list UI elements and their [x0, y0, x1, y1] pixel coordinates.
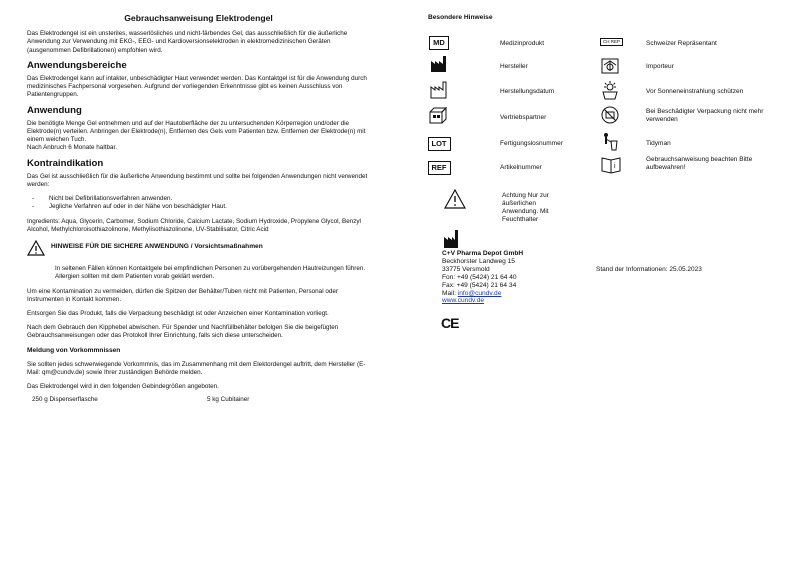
caution-icon — [444, 189, 466, 212]
list-item: - Jegliche Verfahren auf oder in der Nähe von beschädigter Haut. — [27, 203, 370, 211]
web-link[interactable]: www.cundv.de — [442, 297, 485, 305]
label-hersteller: Hersteller — [500, 63, 528, 70]
company-mail: Mail: info@cundv.de — [442, 289, 502, 297]
label-repraesentant: Schweizer Repräsentant — [646, 40, 717, 47]
distributor-icon — [428, 104, 450, 129]
label-gebrauch: Gebrauchsanweisung beachten Bitte aufbewahren! — [646, 156, 753, 171]
company-name: C+V Pharma Depot GmbH — [442, 250, 524, 257]
hinweis-1: In seltenen Fällen können Kontaktgele bei empfindlichen Personen zu vorübergehenden Hautreizungen führen. Allergien sollten mit dem Patienten vorab geklärt werden. — [55, 265, 366, 281]
company-city: 33775 Versmold — [442, 265, 490, 273]
manufacture-date-icon — [428, 80, 448, 103]
size-dispenser: 250 g Dispenserflasche — [32, 395, 98, 403]
label-sonne: Vor Sonneneinstrahlung schützen — [646, 88, 744, 95]
company-fax: Fax: +49 (5424) 21 64 34 — [442, 281, 517, 289]
size-list — [27, 396, 370, 404]
intro-text: Das Elektrodengel ist ein unsteriles, wasserlösliches und nicht-färbendes Gel, das ausschließlich für die äußerliche Anwendung zur Verwendung mit EKG-, EEG- und Kardioversionselektroden in elektromedizinischen Geräten (ausgenommen Defibrillationen) empfohlen wird. — [27, 30, 348, 54]
label-medizinprodukt: Medizinprodukt — [500, 40, 545, 47]
label-herstellungsdatum: Herstellungsdatum — [500, 88, 555, 95]
heading-anwendung: Anwendung — [27, 104, 82, 116]
ch-rep-icon: CH REP — [600, 38, 623, 46]
sun-protection-icon — [600, 80, 620, 103]
warning-block — [27, 240, 370, 259]
heading-anwendungsbereiche: Anwendungsbereiche — [27, 59, 127, 71]
company-street: Beckhorster Landweg 15 — [442, 257, 515, 265]
manufacturer-icon — [428, 54, 448, 77]
instructions-icon — [600, 154, 622, 177]
heading-kontraindikation: Kontraindikation — [27, 157, 104, 169]
label-achtung: Achtung Nur zur äußerlichen Anwendung. Mit Feuchthalter — [502, 192, 549, 223]
md-icon: MD — [428, 33, 450, 53]
anwendung-text: Die benötigte Menge Gel entnehmen und auf der Hautoberfläche der zu untersuchenden Körperregion und/oder die Elektrode(n) verteilen. Anbringen der Elektrode(n), Entfernen des Gels vom Patienten bzw. Entfernen der Elektrode(n) mit einem weichen Tuch. — [27, 119, 366, 144]
size-cubitainer: 5 kg Cubitainer — [207, 395, 250, 403]
kontra-text: Das Gel ist ausschließlich für die äußerliche Anwendung bestimmt und sollte bei folgenden Anwendungen nicht verwendet werden: — [27, 172, 368, 189]
warning-heading: HINWEISE FÜR DIE SICHERE ANWENDUNG / Vorsichtsmaßnahmen — [51, 243, 263, 251]
label-vertriebspartner: Vertriebspartner — [500, 114, 547, 121]
bereiche-text: Das Elektrodengel kann auf intakter, unbeschädigter Haut verwendet werden. Das Kontaktgel ist für die Anwendung durch medizinisches Fachpersonal vorgesehen. Aufgrund der vorliegenden Erkenntnisse gibt es keinen Ausschluss von Patientengruppen. — [27, 75, 367, 99]
ingredients-text: Ingredients: Aqua, Glycerin, Carbomer, Sodium Chloride, Calcium Lactate, Sodium Hydroxide, Propylene Glycol, Benzyl Alcohol, Methylchloroisothiazolinone, Methylisothiazolinone, UV-Stabilisator, Citric Acid — [27, 217, 361, 233]
warning-triangle-icon — [27, 240, 47, 259]
hinweis-3: Entsorgen Sie das Produkt, falls die Verpackung beschädigt ist oder Anzeichen einer Kontamination vorliegt. — [27, 310, 329, 318]
label-los: Fertigungslosnummer — [500, 140, 563, 147]
info-date: Stand der Informationen: 25.05.2023 — [596, 266, 702, 273]
lot-icon: LOT — [428, 134, 450, 154]
address-block — [442, 250, 523, 305]
label-artikel: Artikelnummer — [500, 164, 542, 171]
damaged-package-icon — [600, 105, 620, 128]
hinweis-4: Nach dem Gebrauch den Kipphebel abwischen. Für Spender und Nachfüllbehälter befolgen Sie die beigefügten Gebrauchsanweisungen oder das Protokoll Ihrer Einrichtung, falls sich diese unterscheiden. — [27, 324, 339, 340]
kontra-list — [27, 195, 370, 211]
label-verpackung: Bei Beschädigter Verpackung nicht mehr verwenden — [646, 108, 764, 123]
gebinde-text: Das Elektrodengel wird in den folgenden Gebindegrößen angeboten. — [27, 383, 219, 391]
svg-text:i: i — [614, 163, 616, 170]
document-title: Gebrauchsanweisung Elektrodengel — [124, 13, 273, 23]
left-column — [27, 14, 370, 404]
meldung-text: Sie sollten jedes schwerwiegende Vorkommnis, das im Zusammenhang mit dem Elektordengel auftritt, dem Hersteller (E-Mail: qm@cundv.de) sowie Ihrer zuständigen Behörde melden. — [27, 360, 366, 377]
hinweis-2: Um eine Kontamination zu vermeiden, dürfen die Spitzen der Behälter/Tuben nicht mit Patienten, Personal oder Instrumenten in Kontakt kommen. — [27, 287, 338, 303]
ce-mark: CE — [441, 315, 459, 331]
ref-icon: REF — [428, 158, 450, 178]
company-fon: Fon: +49 (5424) 21 64 40 — [442, 273, 517, 281]
label-tidyman: Tidyman — [646, 140, 671, 147]
tidyman-icon — [600, 131, 620, 154]
label-importeur: Importeur — [646, 63, 674, 70]
heading-meldung: Meldung von Vorkommnissen — [27, 346, 121, 354]
right-column — [428, 14, 778, 258]
list-item: - Nicht bei Defibrillationsverfahren anwenden. — [27, 195, 370, 203]
haltbar-text: Nach Anbruch 6 Monate haltbar. — [27, 144, 117, 152]
importer-icon — [600, 55, 620, 78]
symbols-heading: Besondere Hinweise — [428, 14, 493, 21]
mail-link[interactable]: info@cundv.de — [457, 289, 502, 297]
